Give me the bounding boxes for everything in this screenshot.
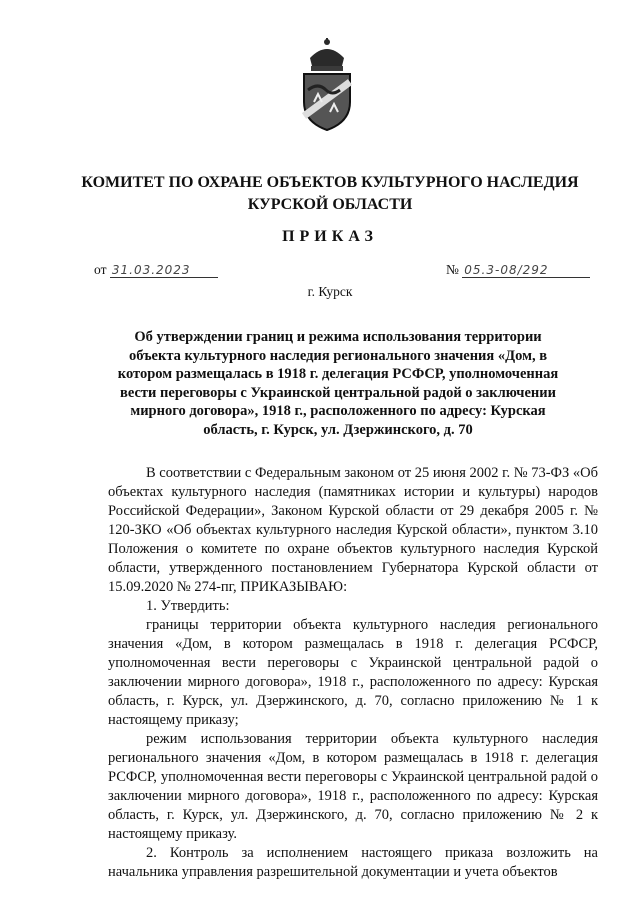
paragraph-regime: режим использования территории объекта культурного наследия регионального значения «Дом, в котором размещалась в 1918 г. делегация РСФСР, уполномоченная вести переговоры с Украинской центральной радой о заключении мирного договора», 1918 г., расположенного по адресу: Курская область, г. Курск, ул. Дзержинского, д. 70, согласно приложению № 2 к настоящему приказу. — [108, 731, 598, 842]
org-name-line2: КУРСКОЙ ОБЛАСТИ — [247, 196, 413, 213]
order-subject: Об утверждении границ и режима использования территории объекта культурного наследия регионального значения «Дом, в котором размещалась в 1918 г. делегация РСФСР, уполномоченная вести переговоры с Украинской центральной радой о заключении мирного договора», 1918 г., расположенного по адресу: Курская область, г. Курск, ул. Дзержинского, д. 70 — [117, 329, 559, 438]
order-body — [108, 464, 598, 882]
organization-name — [60, 172, 600, 216]
handwritten-date: 31.03.2023 — [110, 263, 218, 278]
handwritten-number: 05.3-08/292 — [462, 263, 590, 278]
paragraph-item-2: 2. Контроль за исполнением настоящего приказа возложить на начальника управления разрешительной документации и учета объектов — [108, 845, 598, 880]
paragraph-boundaries: границы территории объекта культурного наследия регионального значения «Дом, в котором размещалась в 1918 г. делегация РСФСР, уполномоченная вести переговоры с Украинской центральной радой о заключении мирного договора», 1918 г., расположенного по адресу: Курская область, г. Курск, ул. Дзержинского, д. 70, согласно приложению № 1 к настоящему приказу; — [108, 617, 598, 728]
org-name-line1: КОМИТЕТ ПО ОХРАНЕ ОБЪЕКТОВ КУЛЬТУРНОГО НАСЛЕДИЯ — [81, 174, 579, 191]
number-field — [446, 262, 590, 278]
date-prefix: от — [94, 262, 107, 277]
number-prefix: № — [446, 262, 459, 277]
coat-of-arms-emblem — [296, 36, 358, 132]
paragraph-item-1: 1. Утвердить: — [146, 598, 230, 614]
document-type-title: ПРИКАЗ — [282, 228, 378, 245]
paragraph-preamble: В соответствии с Федеральным законом от 25 июня 2002 г. № 73-ФЗ «Об объектах культурного наследия (памятниках истории и культуры) народов Российской Федерации», Законом Курской области от 29 декабря 2005 г. № 120-ЗКО «Об объектах культурного наследия Курской области», пунктом 3.10 Положения о комитете по охране объектов культурного наследия Курской области, утвержденного постановлением Губернатора Курской области от 15.09.2020 № 274-пг, ПРИКАЗЫВАЮ: — [108, 465, 598, 595]
date-field — [94, 262, 218, 278]
city-line: г. Курск — [307, 284, 353, 299]
